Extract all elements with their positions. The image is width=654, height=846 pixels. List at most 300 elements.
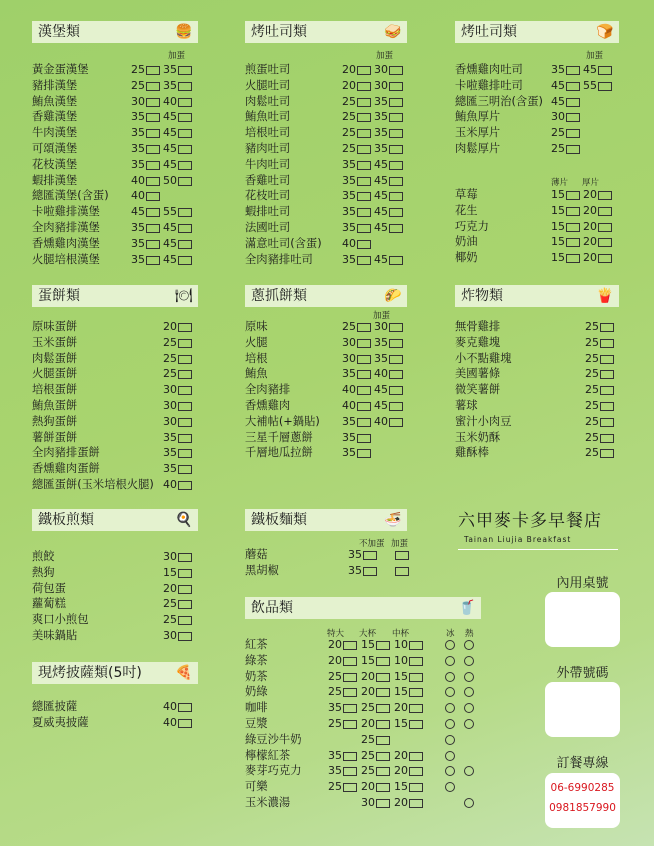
add-egg-label: 加蛋 [586, 51, 604, 61]
quantity-box[interactable] [389, 66, 403, 75]
hot-option[interactable] [464, 719, 474, 729]
item-price: 20 [328, 653, 342, 667]
item-price: 35 [131, 221, 145, 234]
quantity-box[interactable] [178, 632, 192, 641]
quantity-box[interactable] [178, 719, 192, 728]
iced-option[interactable] [445, 751, 455, 761]
quantity-box[interactable] [146, 129, 160, 138]
iced-option[interactable] [445, 766, 455, 776]
quantity-box[interactable] [178, 418, 192, 427]
quantity-box[interactable] [178, 129, 192, 138]
item-name: 花枝吐司 [245, 189, 291, 203]
item-price: 20 [583, 235, 597, 249]
item-price: 25 [163, 367, 177, 381]
quantity-box[interactable] [357, 386, 371, 395]
quantity-box[interactable] [566, 238, 580, 247]
item-name: 綠豆沙牛奶 [245, 732, 302, 746]
menu-item [245, 414, 415, 430]
egg-pancake-section [32, 285, 202, 495]
quantity-box[interactable] [600, 386, 614, 395]
quantity-box[interactable] [178, 402, 192, 411]
item-price: 20 [328, 638, 342, 651]
quantity-box[interactable] [357, 402, 371, 411]
item-price: 35 [163, 446, 177, 460]
quantity-box[interactable] [357, 323, 371, 332]
quantity-box[interactable] [389, 339, 403, 348]
item-name: 小不點雞塊 [455, 351, 512, 365]
phone-number[interactable]: 0981857990 [549, 802, 616, 814]
item-price: 30 [342, 351, 356, 365]
item-price: 15 [551, 203, 565, 217]
menu-item [455, 250, 625, 266]
item-price: 35 [163, 78, 177, 92]
noodle-bowl-icon: 🍜 [384, 512, 402, 528]
item-price: 30 [163, 550, 177, 563]
section-header [245, 285, 407, 307]
quantity-box[interactable] [146, 192, 160, 201]
quantity-box[interactable] [389, 224, 403, 233]
quantity-box[interactable] [178, 616, 192, 625]
iced-option[interactable] [445, 687, 455, 697]
pizza-icon: 🍕 [175, 665, 193, 681]
quantity-box[interactable] [357, 240, 371, 249]
menu-item [32, 596, 202, 612]
quantity-box[interactable] [395, 567, 409, 576]
section-title: 漢堡類 [38, 24, 80, 40]
drink-item [245, 732, 485, 748]
item-name: 熱狗 [32, 565, 55, 579]
quantity-box[interactable] [598, 223, 612, 232]
quantity-box[interactable] [409, 767, 423, 776]
quantity-box[interactable] [363, 551, 377, 560]
quantity-box[interactable] [389, 323, 403, 332]
item-price: 45 [374, 383, 388, 397]
item-price: 30 [551, 110, 565, 124]
quantity-box[interactable] [146, 145, 160, 154]
quantity-box[interactable] [178, 224, 192, 233]
quantity-box[interactable] [146, 113, 160, 122]
menu-item [245, 236, 415, 252]
menu-item [455, 335, 625, 351]
quantity-box[interactable] [146, 177, 160, 186]
quantity-box[interactable] [600, 355, 614, 364]
quantity-box[interactable] [566, 82, 580, 91]
item-price: 55 [583, 78, 597, 92]
item-name: 奶綠 [245, 685, 268, 699]
quantity-box[interactable] [409, 752, 423, 761]
quantity-box[interactable] [376, 657, 390, 666]
quantity-box[interactable] [566, 191, 580, 200]
item-price: 35 [342, 221, 356, 234]
quantity-box[interactable] [566, 223, 580, 232]
menu-item [245, 109, 415, 125]
quantity-box[interactable] [598, 207, 612, 216]
quantity-box[interactable] [178, 481, 192, 490]
quantity-box[interactable] [357, 82, 371, 91]
item-price: 25 [328, 685, 342, 699]
quantity-box[interactable] [146, 98, 160, 107]
quantity-box[interactable] [146, 256, 160, 265]
iced-option[interactable] [445, 719, 455, 729]
item-price: 25 [163, 613, 177, 627]
hot-option[interactable] [464, 656, 474, 666]
quantity-box[interactable] [389, 82, 403, 91]
item-price: 25 [585, 414, 599, 428]
section-header [32, 662, 198, 684]
quantity-box[interactable] [357, 192, 371, 201]
item-price: 45 [583, 63, 597, 76]
item-name: 麥芽巧克力 [245, 764, 302, 778]
item-price: 30 [163, 383, 177, 397]
item-price: 35 [131, 126, 145, 140]
quantity-box[interactable] [598, 82, 612, 91]
iced-option[interactable] [445, 656, 455, 666]
menu-item [245, 220, 415, 236]
menu-item [32, 109, 202, 125]
quantity-box[interactable] [598, 66, 612, 75]
quantity-box[interactable] [376, 736, 390, 745]
scallion-pancake-section [245, 285, 415, 465]
menu-item [455, 187, 625, 203]
quantity-box[interactable] [357, 449, 371, 458]
item-price: 30 [163, 399, 177, 412]
quantity-box[interactable] [178, 553, 192, 562]
quantity-box[interactable] [409, 783, 423, 792]
quantity-box[interactable] [566, 129, 580, 138]
quantity-box[interactable] [600, 402, 614, 411]
item-price: 25 [551, 142, 565, 155]
quantity-box[interactable] [566, 207, 580, 216]
quantity-box[interactable] [357, 370, 371, 379]
section-header [455, 21, 619, 43]
item-price: 20 [163, 320, 177, 333]
section-title: 鐵板煎類 [38, 512, 94, 528]
quantity-box[interactable] [409, 688, 423, 697]
item-price: 45 [163, 142, 177, 155]
menu-item [455, 94, 625, 110]
quantity-box[interactable] [178, 585, 192, 594]
quantity-box[interactable] [389, 386, 403, 395]
item-name: 卡啦雞排漢堡 [32, 205, 100, 219]
item-name: 草莓 [455, 188, 478, 201]
store-brand [458, 506, 623, 550]
divider [458, 549, 618, 550]
size-xl-label: 特大 [327, 629, 345, 639]
hot-option[interactable] [464, 798, 474, 808]
item-name: 黑胡椒 [245, 563, 279, 577]
quantity-box[interactable] [600, 418, 614, 427]
no-egg-label: 不加蛋 [359, 539, 385, 549]
menu-item [32, 445, 202, 461]
item-price: 20 [394, 764, 408, 778]
quantity-box[interactable] [376, 688, 390, 697]
item-price: 25 [163, 351, 177, 365]
section-header [245, 509, 407, 531]
toast-section-1 [245, 21, 415, 271]
quantity-box[interactable] [376, 783, 390, 792]
quantity-box[interactable] [343, 720, 357, 729]
quantity-box[interactable] [178, 240, 192, 249]
quantity-box[interactable] [566, 145, 580, 154]
item-name: 蝦排吐司 [245, 205, 291, 219]
quantity-box[interactable] [178, 600, 192, 609]
takeout-number-box[interactable] [545, 682, 620, 737]
quantity-box[interactable] [178, 370, 192, 379]
quantity-box[interactable] [357, 418, 371, 427]
quantity-box[interactable] [343, 673, 357, 682]
item-price: 35 [374, 94, 388, 108]
item-price: 15 [394, 717, 408, 730]
iced-option[interactable] [445, 782, 455, 792]
quantity-box[interactable] [389, 113, 403, 122]
hot-option[interactable] [464, 766, 474, 776]
iced-option[interactable] [445, 703, 455, 713]
quantity-box[interactable] [357, 129, 371, 138]
menu-item [32, 188, 202, 204]
item-price: 45 [163, 126, 177, 140]
section-title: 炸物類 [461, 288, 503, 304]
quantity-box[interactable] [600, 449, 614, 458]
quantity-box[interactable] [343, 641, 357, 650]
item-price: 15 [394, 685, 408, 699]
quantity-box[interactable] [389, 98, 403, 107]
item-name: 奶油 [455, 235, 478, 249]
item-price: 45 [374, 205, 388, 219]
pizza-section [32, 662, 202, 742]
phone-number[interactable]: 06-6990285 [550, 782, 615, 794]
quantity-box[interactable] [343, 657, 357, 666]
item-price: 45 [131, 205, 145, 219]
item-price: 30 [163, 629, 177, 642]
section-header [32, 21, 198, 43]
item-price: 35 [328, 764, 342, 778]
quantity-box[interactable] [178, 386, 192, 395]
menu-item [32, 581, 202, 597]
quantity-box[interactable] [178, 66, 192, 75]
quantity-box[interactable] [357, 355, 371, 364]
section-header [245, 597, 481, 619]
quantity-box[interactable] [598, 254, 612, 263]
drink-item [245, 779, 485, 795]
quantity-box[interactable] [409, 704, 423, 713]
quantity-box[interactable] [178, 569, 192, 578]
quantity-box[interactable] [178, 113, 192, 122]
item-price: 40 [374, 367, 388, 381]
dine-in-table-number-box[interactable] [545, 592, 620, 647]
iced-option[interactable] [445, 640, 455, 650]
quantity-box[interactable] [178, 703, 192, 712]
quantity-box[interactable] [178, 98, 192, 107]
item-price: 35 [374, 335, 388, 349]
quantity-box[interactable] [343, 752, 357, 761]
quantity-box[interactable] [389, 418, 403, 427]
item-price: 35 [163, 462, 177, 476]
quantity-box[interactable] [600, 434, 614, 443]
quantity-box[interactable] [343, 704, 357, 713]
iced-option[interactable] [445, 672, 455, 682]
menu-item [245, 398, 415, 414]
item-price: 45 [374, 189, 388, 203]
quantity-box[interactable] [598, 238, 612, 247]
item-price: 20 [361, 717, 375, 730]
item-price: 40 [163, 94, 177, 108]
quantity-box[interactable] [376, 673, 390, 682]
quantity-box[interactable] [178, 208, 192, 217]
store-name-english: Tainan Liujia Breakfast [464, 535, 572, 544]
menu-item [455, 430, 625, 446]
quantity-box[interactable] [566, 66, 580, 75]
item-price: 45 [163, 221, 177, 234]
quantity-box[interactable] [600, 339, 614, 348]
iced-option[interactable] [445, 735, 455, 745]
item-name: 咖啡 [245, 701, 268, 715]
item-price: 15 [394, 780, 408, 794]
quantity-box[interactable] [146, 66, 160, 75]
quantity-box[interactable] [357, 224, 371, 233]
item-price: 25 [551, 126, 565, 140]
quantity-box[interactable] [343, 783, 357, 792]
item-price: 35 [342, 157, 356, 171]
quantity-box[interactable] [357, 161, 371, 170]
quantity-box[interactable] [376, 704, 390, 713]
quantity-box[interactable] [178, 323, 192, 332]
item-price: 35 [342, 430, 356, 444]
item-name: 巧克力 [455, 219, 489, 233]
item-price: 25 [361, 748, 375, 762]
quantity-box[interactable] [600, 370, 614, 379]
quantity-box[interactable] [178, 177, 192, 186]
item-name: 總匯三明治(含蛋) [455, 94, 543, 108]
quantity-box[interactable] [357, 208, 371, 217]
item-name: 熱狗蛋餅 [32, 414, 78, 428]
item-price: 20 [163, 581, 177, 595]
item-price: 15 [551, 251, 565, 265]
quantity-box[interactable] [389, 129, 403, 138]
hot-option[interactable] [464, 687, 474, 697]
menu-item [245, 94, 415, 110]
quantity-box[interactable] [600, 323, 614, 332]
item-name: 培根 [245, 351, 268, 365]
drink-item [245, 700, 485, 716]
item-name: 肉鬆蛋餅 [32, 351, 78, 365]
quantity-box[interactable] [343, 688, 357, 697]
menu-item [245, 319, 415, 335]
quantity-box[interactable] [598, 191, 612, 200]
drink-item [245, 653, 485, 669]
quantity-box[interactable] [376, 767, 390, 776]
quantity-box[interactable] [389, 192, 403, 201]
section-title: 蔥抓餅類 [251, 288, 307, 304]
quantity-box[interactable] [178, 465, 192, 474]
menu-item [32, 565, 202, 581]
quantity-box[interactable] [566, 254, 580, 263]
quantity-box[interactable] [357, 113, 371, 122]
quantity-box[interactable] [178, 145, 192, 154]
quantity-box[interactable] [409, 799, 423, 808]
quantity-box[interactable] [178, 161, 192, 170]
hot-option[interactable] [464, 672, 474, 682]
quantity-box[interactable] [146, 240, 160, 249]
menu-item [245, 204, 415, 220]
quantity-box[interactable] [178, 256, 192, 265]
quantity-box[interactable] [178, 82, 192, 91]
quantity-box[interactable] [357, 434, 371, 443]
item-price: 25 [585, 320, 599, 333]
quantity-box[interactable] [389, 370, 403, 379]
quantity-box[interactable] [389, 402, 403, 411]
quantity-box[interactable] [357, 66, 371, 75]
menu-item [455, 219, 625, 235]
quantity-box[interactable] [389, 145, 403, 154]
item-price: 35 [163, 430, 177, 444]
quantity-box[interactable] [357, 177, 371, 186]
item-price: 15 [163, 565, 177, 579]
quantity-box[interactable] [389, 161, 403, 170]
quantity-box[interactable] [146, 208, 160, 217]
quantity-box[interactable] [389, 208, 403, 217]
quantity-box[interactable] [389, 177, 403, 186]
section-title: 現烤披薩類(5吋) [38, 665, 142, 681]
quantity-box[interactable] [409, 641, 423, 650]
quantity-box[interactable] [146, 161, 160, 170]
item-name: 香雞吐司 [245, 173, 291, 187]
quantity-box[interactable] [389, 256, 403, 265]
quantity-box[interactable] [409, 657, 423, 666]
hot-option[interactable] [464, 703, 474, 713]
item-price: 45 [163, 110, 177, 124]
menu-item [245, 430, 415, 446]
menu-item [32, 398, 202, 414]
quantity-box[interactable] [566, 113, 580, 122]
quantity-box[interactable] [376, 799, 390, 808]
quantity-box[interactable] [409, 673, 423, 682]
item-price: 45 [163, 236, 177, 250]
quantity-box[interactable] [178, 449, 192, 458]
item-name: 花生 [455, 203, 478, 217]
item-price: 40 [131, 173, 145, 187]
quantity-box[interactable] [376, 641, 390, 650]
quantity-box[interactable] [146, 82, 160, 91]
quantity-box[interactable] [357, 256, 371, 265]
quantity-box[interactable] [178, 339, 192, 348]
item-name: 奶茶 [245, 669, 268, 683]
item-name: 全肉豬排 [245, 383, 291, 397]
quantity-box[interactable] [343, 767, 357, 776]
quantity-box[interactable] [178, 355, 192, 364]
quantity-box[interactable] [376, 752, 390, 761]
hot-option[interactable] [464, 640, 474, 650]
quantity-box[interactable] [357, 98, 371, 107]
quantity-box[interactable] [389, 355, 403, 364]
quantity-box[interactable] [146, 224, 160, 233]
quantity-box[interactable] [409, 720, 423, 729]
quantity-box[interactable] [178, 434, 192, 443]
quantity-box[interactable] [566, 98, 580, 107]
plate-icon: 🍽 [175, 288, 193, 304]
quantity-box[interactable] [395, 551, 409, 560]
quantity-box[interactable] [363, 567, 377, 576]
item-name: 鮪魚漢堡 [32, 94, 78, 108]
quantity-box[interactable] [357, 145, 371, 154]
item-price: 20 [583, 188, 597, 201]
item-price: 15 [361, 653, 375, 667]
item-price: 25 [342, 110, 356, 124]
section-title: 飲品類 [251, 600, 293, 616]
quantity-box[interactable] [357, 339, 371, 348]
quantity-box[interactable] [376, 720, 390, 729]
item-price: 35 [342, 173, 356, 187]
item-price: 30 [361, 796, 375, 809]
